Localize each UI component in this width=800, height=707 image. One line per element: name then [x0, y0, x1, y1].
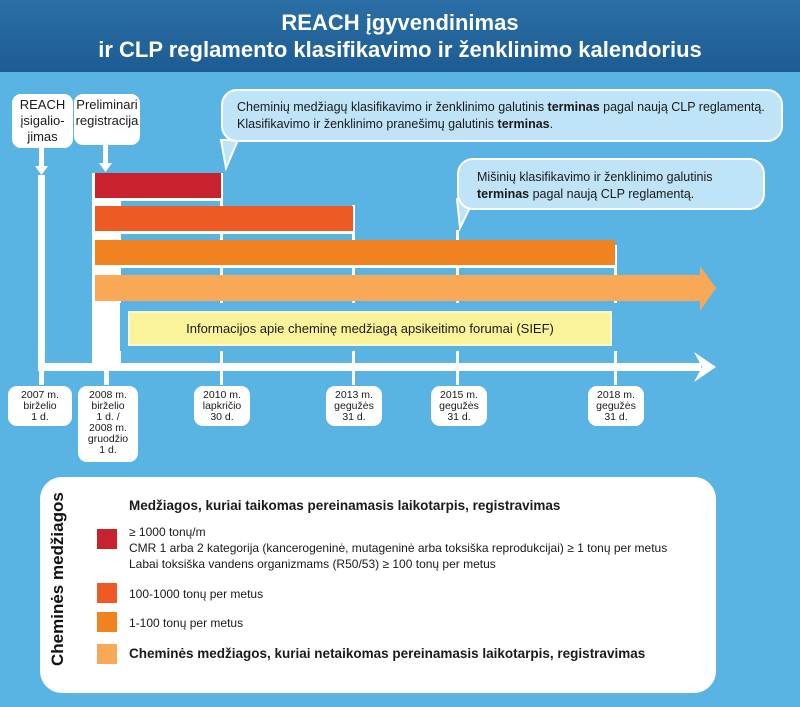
- legend-item-2: 100-1000 tonų per metus: [129, 587, 264, 601]
- date-tick-2008: [104, 371, 109, 385]
- reach-line-1: REACH: [19, 97, 66, 112]
- reach-line-2: įsigalio-: [20, 113, 65, 128]
- legend-item-4: Cheminės medžiagos, kuriai netaikomas pereinamasis laikotarpis, registravimas: [129, 646, 646, 661]
- legend-item-1-line-2: CMR 1 arba 2 kategorija (kancerogeninė, mutageninė arba toksiška reprodukcijai) ≥ 1 tonų per metus: [129, 541, 668, 555]
- legend-swatch-orange: [97, 612, 117, 632]
- date-2013: 2013 m. gegužės 31 d.: [326, 386, 382, 426]
- prereg-column: [92, 173, 121, 371]
- title-line-1: REACH įgyvendinimas: [281, 10, 519, 35]
- date-tick-2007: [39, 371, 44, 385]
- date-2008: 2008 m. birželio 1 d. / 2008 m. gruodžio 1 d.: [78, 386, 138, 462]
- legend-item-1-line-1: ≥ 1000 tonų/m: [129, 525, 206, 539]
- date-tick-2013: [352, 371, 355, 385]
- date-tick-2015: [456, 371, 459, 385]
- legend-item-3: 1-100 tonų per metus: [129, 616, 244, 630]
- callout-substances-tail: [221, 140, 238, 168]
- legend-swatch-red: [97, 529, 117, 549]
- callout-mixtures-line-1: Mišinių klasifikavimo ir ženklinimo galutinis: [477, 170, 713, 184]
- legend-swatch-orange-light: [97, 644, 117, 664]
- bar-edge-orange: [95, 265, 615, 268]
- legend-swatch-orange-dark: [97, 583, 117, 603]
- bar-red: [95, 173, 221, 199]
- reach-milestone-label: [12, 94, 73, 148]
- legend-item-1-line-3: Labai toksiška vandens organizmams (R50/53) ≥ 100 tonų per metus: [129, 557, 496, 571]
- reach-down-arrow: [35, 166, 48, 175]
- callout-mixtures-line-2: terminas pagal naują CLP reglamentą.: [477, 187, 695, 201]
- prereg-down-arrow: [99, 163, 112, 172]
- sief-label: Informacijos apie cheminę medžiagą apsikeitimo forumai (SIEF): [186, 321, 554, 336]
- date-2010: 2010 m. lapkričio 30 d.: [194, 386, 250, 426]
- date-2018: 2018 m. gegužės 31 d.: [588, 386, 644, 426]
- title-line-2: ir CLP reglamento klasifikavimo ir ženklinimo kalendorius: [98, 37, 702, 62]
- callout-substances-line-2: Klasifikavimo ir ženklinimo pranešimų galutinis terminas.: [237, 117, 554, 131]
- date-tick-2010: [220, 371, 223, 385]
- callout-substances: [221, 89, 783, 142]
- prereg-stem: [103, 145, 108, 163]
- prereg-milestone-label: [74, 94, 140, 145]
- date-2015: 2015 m. gegužės 31 d.: [431, 386, 487, 426]
- prereg-line-2: registracija: [75, 113, 139, 128]
- timeline-axis: [38, 363, 701, 371]
- legend-heading: Medžiagos, kuriai taikomas pereinamasis laikotarpis, registravimas: [129, 498, 561, 513]
- callout-mixtures: [457, 158, 765, 210]
- bar-orange-dark: [95, 206, 353, 232]
- legend-vertical-title: Cheminės medžiagos: [48, 492, 67, 666]
- reach-stem: [39, 148, 44, 166]
- date-tick-2018: [614, 371, 617, 385]
- callout-substances-line-1: Cheminių medžiagų klasifikavimo ir ženklinimo galutinis terminas pagal naują CLP reglamentą.: [237, 100, 765, 114]
- bar-orange: [95, 240, 615, 266]
- bar-edge-orange-dark: [95, 231, 353, 234]
- date-2007: 2007 m. birželio 1 d.: [8, 386, 72, 426]
- bar-edge-red: [95, 198, 221, 201]
- prereg-line-1: Preliminari: [76, 97, 138, 112]
- reach-line-3: jimas: [27, 129, 58, 144]
- sief-box: [128, 311, 612, 346]
- reach-vertical-line: [38, 175, 45, 371]
